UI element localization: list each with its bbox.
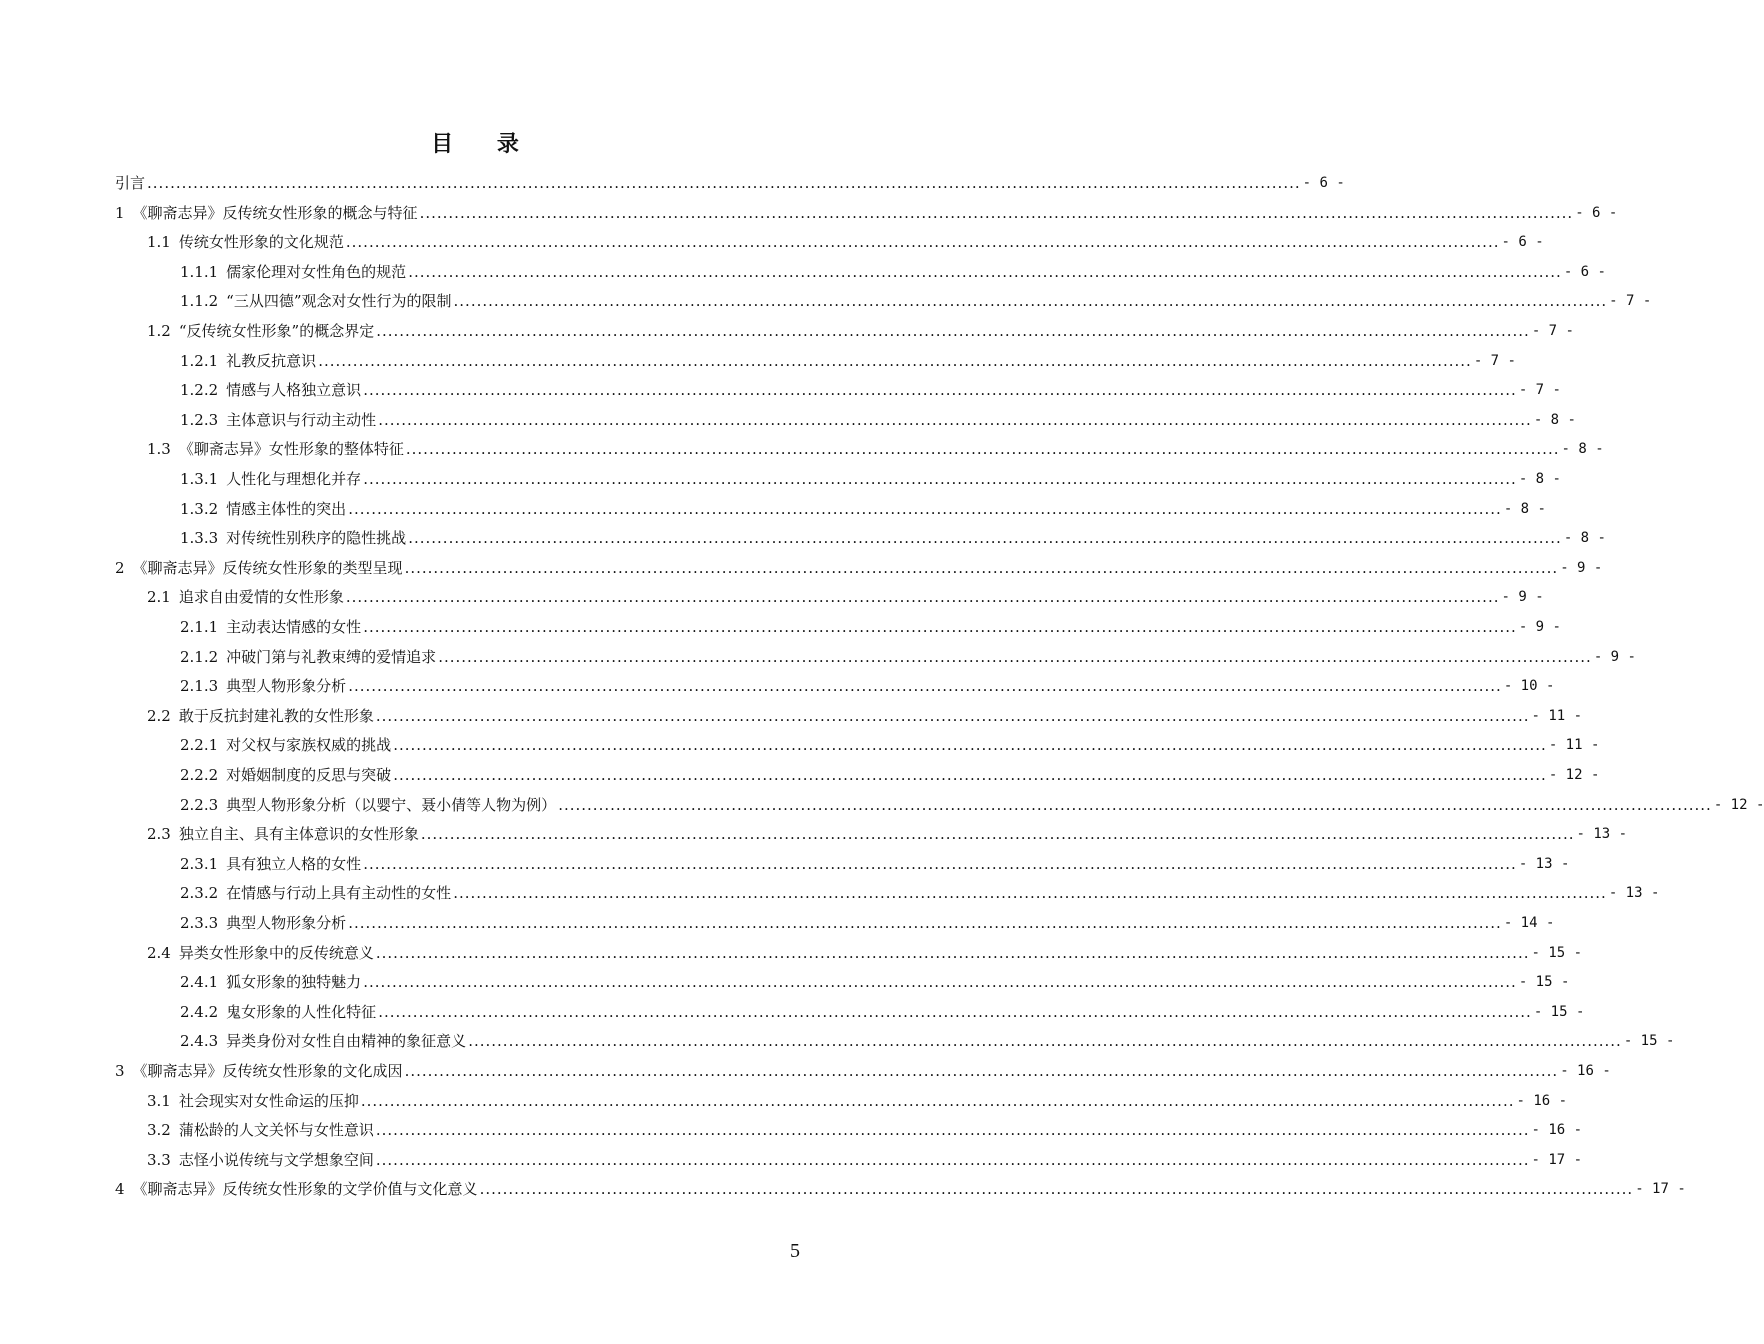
page-number: 5 (790, 1240, 800, 1262)
toc-entry-page: - 7 - (1531, 323, 1574, 339)
toc-entry[interactable] (0, 1026, 1675, 1056)
toc-entry[interactable] (0, 523, 1606, 553)
toc-entry[interactable] (0, 1115, 1583, 1145)
toc-entry-page: - 7 - (1473, 352, 1516, 369)
dot-leader: ........................................................................................................................................................................................................ (348, 914, 1502, 932)
toc-entry-page: - 9 - (1593, 648, 1636, 665)
toc-entry-page: - 11 - (1548, 737, 1600, 754)
toc-entry-page: - 15 - (1533, 1003, 1585, 1020)
dot-leader: ........................................................................................................................................................................................................ (405, 440, 1560, 459)
toc-entry[interactable] (0, 286, 1652, 316)
toc-entry[interactable] (0, 346, 1516, 376)
toc-entry-label: 异类身份对女性自由精神的象征意义 (226, 1032, 467, 1051)
toc-entry[interactable] (0, 168, 1345, 198)
toc-entry-label: 异类女性形象中的反传统意义 (178, 943, 374, 962)
toc-entry-number: 2.1 (147, 588, 171, 607)
toc-entry-number: 2.2.3 (180, 795, 219, 814)
toc-entry-label: 《聊斋志异》反传统女性形象的文学价值与文化意义 (132, 1180, 478, 1199)
toc-entry-number: 2.1.1 (180, 618, 219, 636)
toc-entry-page: - 8 - (1503, 500, 1546, 517)
toc-entry-number: 2.4.3 (180, 1032, 219, 1051)
toc-entry-page: - 11 - (1531, 707, 1583, 724)
dot-leader: ........................................................................................................................................................................................................ (363, 973, 1517, 992)
toc-entry-page: - 15 - (1623, 1033, 1675, 1050)
toc-entry[interactable] (0, 1174, 1686, 1204)
toc-entry-number: 1.1.2 (180, 292, 219, 311)
toc-entry-number: 1.1 (147, 233, 171, 252)
dot-leader: ........................................................................................................................................................................................................ (345, 233, 1500, 252)
toc-entry-label: 儒家伦理对女性角色的规范 (226, 262, 407, 281)
toc-title: 目 录 (431, 131, 537, 157)
dot-leader: ........................................................................................................................................................................................................ (363, 381, 1517, 400)
toc-entry[interactable] (0, 849, 1570, 879)
dot-leader: ........................................................................................................................................................................................................ (378, 1002, 1532, 1021)
toc-entry-page: - 9 - (1501, 589, 1544, 606)
dot-leader: ........................................................................................................................................................................................................ (408, 529, 1562, 548)
toc-entry-label: 引言 (115, 174, 146, 192)
dot-leader: ........................................................................................................................................................................................................ (375, 1121, 1530, 1140)
toc-entry-label: 典型人物形象分析 (226, 677, 347, 696)
toc-entry[interactable] (0, 553, 1603, 583)
toc-entry-page: - 8 - (1563, 530, 1606, 547)
dot-leader: ........................................................................................................................................................................................................ (438, 647, 1592, 666)
toc-entry-label: 《聊斋志异》反传统女性形象的概念与特征 (132, 203, 418, 222)
toc-entry-number: 2.4 (147, 943, 171, 962)
toc-entry-number: 3.2 (147, 1121, 171, 1140)
toc-entry-label: 具有独立人格的女性 (226, 854, 362, 873)
dot-leader: ........................................................................................................................................................................................................ (408, 262, 1562, 281)
toc-entry-label: 志怪小说传统与文学想象空间 (178, 1150, 374, 1169)
toc-entry-number: 2.3.3 (180, 914, 219, 932)
toc-entry-page: - 16 - (1516, 1092, 1568, 1109)
toc-entry-number: 1.3.2 (180, 499, 219, 518)
dot-leader: ........................................................................................................................................................................................................ (419, 203, 1574, 222)
toc-entry[interactable] (0, 730, 1600, 760)
toc-entry-number: 4 (115, 1180, 125, 1199)
toc-entry-number: 2.1.2 (180, 647, 219, 666)
dot-leader: ........................................................................................................................................................................................................ (318, 351, 1472, 370)
toc-entry-label: 冲破门第与礼教束缚的爱情追求 (226, 647, 437, 666)
toc-entry-label: 敢于反抗封建礼教的女性形象 (178, 706, 374, 725)
toc-entry-page: - 13 - (1576, 826, 1628, 843)
toc-entry-number: 2.4.1 (180, 973, 219, 992)
toc-entry-label: 情感与人格独立意识 (226, 381, 362, 400)
toc-entry[interactable] (0, 671, 1555, 701)
toc-entry-label: 主动表达情感的女性 (226, 618, 362, 636)
toc-entry-page: - 17 - (1635, 1181, 1686, 1198)
toc-entry-label: 《聊斋志异》反传统女性形象的文化成因 (132, 1062, 403, 1080)
toc-entry-label: 《聊斋志异》女性形象的整体特征 (178, 440, 404, 459)
toc-entry[interactable] (0, 464, 1561, 494)
toc-entry-label: 人性化与理想化并存 (226, 470, 362, 488)
toc-entry[interactable] (0, 1086, 1568, 1116)
dot-leader: ........................................................................................................................................................................................................ (404, 1062, 1559, 1080)
toc-entry-page: - 13 - (1518, 855, 1570, 872)
dot-leader: ........................................................................................................................................................................................................ (363, 854, 1517, 873)
toc-entry-page: - 16 - (1560, 1063, 1611, 1079)
toc-entry-number: 1.2.2 (180, 381, 219, 400)
dot-leader: ........................................................................................................................................................................................................ (363, 618, 1517, 636)
toc-entry-number: 3.1 (147, 1091, 171, 1110)
dot-leader: ........................................................................................................................................................................................................ (375, 1150, 1530, 1169)
toc-entry-page: - 6 - (1302, 175, 1345, 191)
toc-entry-label: 《聊斋志异》反传统女性形象的类型呈现 (132, 558, 403, 577)
toc-entry[interactable] (0, 908, 1555, 938)
toc-entry-label: 主体意识与行动主动性 (226, 410, 377, 429)
toc-entry-number: 2.3.1 (180, 854, 219, 873)
toc-entry-label: 典型人物形象分析（以婴宁、聂小倩等人物为例） (226, 795, 557, 814)
toc-entry-page: - 12 - (1548, 767, 1600, 783)
toc-entry-number: 1.3.3 (180, 529, 219, 548)
toc-entry-page: - 6 - (1563, 263, 1606, 280)
toc-entry-label: 在情感与行动上具有主动性的女性 (226, 884, 452, 903)
toc-entry-page: - 15 - (1518, 974, 1570, 991)
dot-leader: ........................................................................................................................................................................................................ (420, 825, 1575, 844)
toc-entry-number: 2.2.2 (180, 766, 219, 784)
toc-entry[interactable] (0, 642, 1636, 672)
toc-entry[interactable] (0, 434, 1604, 464)
dot-leader: ........................................................................................................................................................................................................ (363, 470, 1517, 488)
toc-entry[interactable] (0, 790, 1764, 820)
toc-entry[interactable] (0, 316, 1574, 346)
dot-leader: ........................................................................................................................................................................................................ (558, 795, 1712, 814)
toc-entry-number: 1 (115, 203, 125, 222)
toc-entry-label: 典型人物形象分析 (226, 914, 347, 932)
toc-entry-page: - 16 - (1531, 1122, 1583, 1139)
dot-leader: ........................................................................................................................................................................................................ (376, 322, 1530, 340)
toc-entry[interactable] (0, 1145, 1583, 1175)
toc-entry[interactable] (0, 938, 1583, 968)
dot-leader: ........................................................................................................................................................................................................ (375, 706, 1530, 725)
toc-entry-number: 2.1.3 (180, 677, 219, 696)
toc-entry[interactable] (0, 1056, 1611, 1086)
toc-entry-number: 1.2.1 (180, 351, 219, 370)
toc-entry-page: - 13 - (1608, 885, 1660, 902)
dot-leader: ........................................................................................................................................................................................................ (393, 766, 1547, 784)
dot-leader: ........................................................................................................................................................................................................ (453, 292, 1608, 311)
toc-entry-label: 对婚姻制度的反思与突破 (226, 766, 392, 784)
toc-entry-page: - 10 - (1503, 678, 1555, 695)
toc-entry-label: “反传统女性形象”的概念界定 (178, 322, 375, 340)
toc-entry[interactable] (0, 375, 1561, 405)
dot-leader: ........................................................................................................................................................................................................ (375, 943, 1530, 962)
dot-leader: ........................................................................................................................................................................................................ (348, 499, 1502, 518)
dot-leader: ........................................................................................................................................................................................................ (479, 1180, 1634, 1199)
toc-entry[interactable] (0, 494, 1546, 524)
toc-entry-label: 独立自主、具有主体意识的女性形象 (178, 825, 419, 844)
toc-entry[interactable] (0, 198, 1618, 228)
toc-entry-page: - 7 - (1609, 293, 1652, 310)
toc-entry-number: 2 (115, 558, 125, 577)
toc-entry-page: - 12 - (1713, 796, 1764, 813)
toc-entry-number: 2.3 (147, 825, 171, 844)
toc-entry-label: 礼教反抗意识 (226, 351, 317, 370)
toc-entry-number: 2.2.1 (180, 736, 219, 755)
toc-entry[interactable] (0, 582, 1544, 612)
toc-entry[interactable] (0, 701, 1583, 731)
toc-entry-label: 社会现实对女性命运的压抑 (178, 1091, 359, 1110)
toc-entry-page: - 7 - (1518, 382, 1561, 399)
dot-leader: ........................................................................................................................................................................................................ (453, 884, 1607, 903)
toc-entry-number: 1.1.1 (180, 262, 219, 281)
toc-entry-label: 对父权与家族权威的挑战 (226, 736, 392, 755)
toc-entry-page: - 15 - (1531, 944, 1583, 961)
dot-leader: ........................................................................................................................................................................................................ (378, 410, 1532, 429)
toc-entry-number: 2.3.2 (180, 884, 219, 903)
toc-entry-label: 鬼女形象的人性化特征 (226, 1002, 377, 1021)
toc-entry-page: - 17 - (1531, 1151, 1583, 1168)
toc-entry-label: 情感主体性的突出 (226, 499, 347, 518)
toc-entry-page: - 8 - (1561, 441, 1604, 458)
dot-leader: ........................................................................................................................................................................................................ (360, 1091, 1515, 1110)
toc-entry[interactable] (0, 967, 1570, 997)
dot-leader: ........................................................................................................................................................................................................ (147, 174, 1301, 192)
dot-leader: ........................................................................................................................................................................................................ (393, 736, 1547, 755)
toc-entry-page: - 14 - (1503, 915, 1555, 931)
toc-entry-label: 对传统性别秩序的隐性挑战 (226, 529, 407, 548)
toc-entry-page: - 9 - (1560, 559, 1603, 576)
toc-entry-number: 1.2 (147, 322, 171, 340)
toc-entry-page: - 6 - (1575, 204, 1618, 221)
dot-leader: ........................................................................................................................................................................................................ (468, 1032, 1622, 1051)
toc-entry-number: 1.3 (147, 440, 171, 459)
toc-entry-label: 狐女形象的独特魅力 (226, 973, 362, 992)
toc-entry[interactable] (0, 227, 1544, 257)
toc-entry-page: - 9 - (1518, 619, 1561, 635)
toc-entry-page: - 8 - (1518, 471, 1561, 487)
toc-entry-number: 1.2.3 (180, 410, 219, 429)
toc-entry-number: 3 (115, 1062, 125, 1080)
toc-entry-page: - 8 - (1533, 411, 1576, 428)
toc-entry-label: 追求自由爱情的女性形象 (178, 588, 344, 607)
toc-entry-page: - 6 - (1501, 234, 1544, 251)
toc-entry-label: “三从四德”观念对女性行为的限制 (226, 292, 452, 311)
toc-entry-number: 2.4.2 (180, 1002, 219, 1021)
toc-entry[interactable] (0, 819, 1628, 849)
toc-entry[interactable] (0, 257, 1606, 287)
toc-entry[interactable] (0, 760, 1600, 790)
toc-entry-number: 3.3 (147, 1150, 171, 1169)
dot-leader: ........................................................................................................................................................................................................ (348, 677, 1502, 696)
dot-leader: ........................................................................................................................................................................................................ (404, 558, 1559, 577)
toc-entry-label: 传统女性形象的文化规范 (178, 233, 344, 252)
toc-entry[interactable] (0, 405, 1576, 435)
toc-entry-number: 2.2 (147, 706, 171, 725)
toc-entry[interactable] (0, 612, 1561, 642)
toc-entry[interactable] (0, 997, 1585, 1027)
toc-entry-label: 蒲松龄的人文关怀与女性意识 (178, 1121, 374, 1140)
toc-entry[interactable] (0, 878, 1660, 908)
toc-entry-number: 1.3.1 (180, 470, 219, 488)
dot-leader: ........................................................................................................................................................................................................ (345, 588, 1500, 607)
